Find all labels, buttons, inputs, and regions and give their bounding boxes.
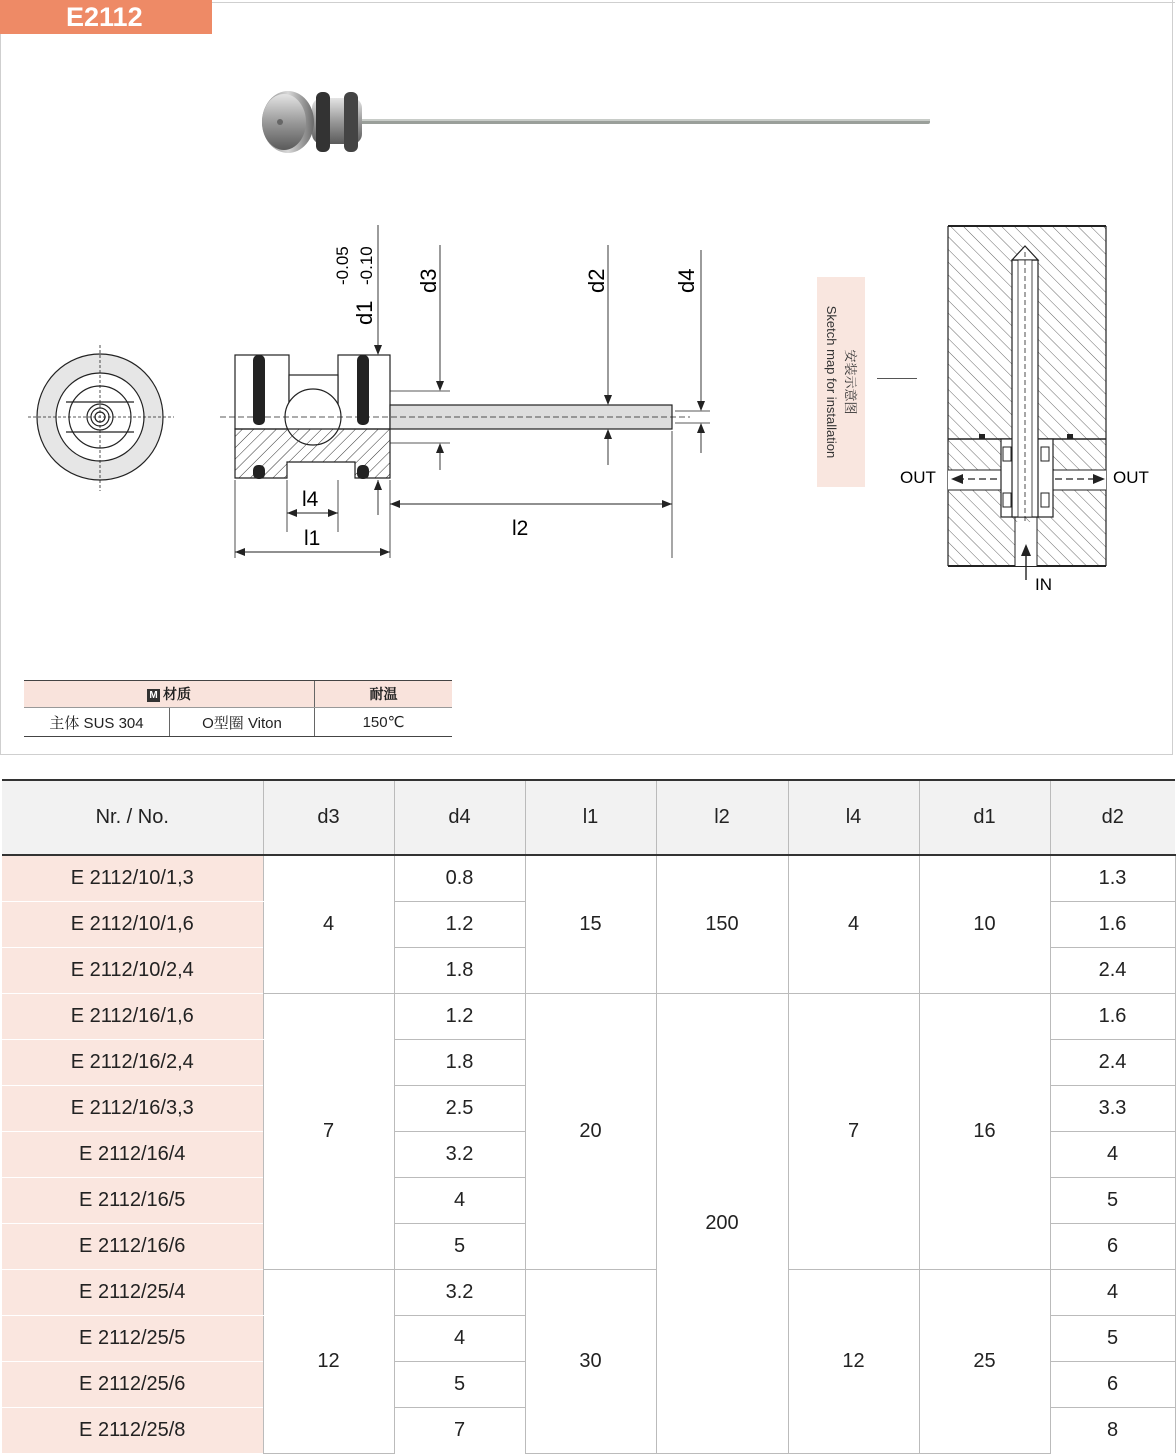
cell-d4: 3.2 (394, 1132, 525, 1178)
cell-d2: 2.4 (1050, 1040, 1175, 1086)
col-header-l2: l2 (656, 780, 788, 855)
cell-d4: 1.2 (394, 994, 525, 1040)
cell-nr: E 2112/25/4 (2, 1270, 263, 1316)
cell-d2: 2.4 (1050, 948, 1175, 994)
cell-d1: 10 (919, 855, 1050, 994)
cell-d2: 8 (1050, 1408, 1175, 1454)
product-code-tab: E2112 (0, 0, 212, 34)
cell-nr: E 2112/16/1,6 (2, 994, 263, 1040)
cell-nr: E 2112/10/1,6 (2, 902, 263, 948)
label-l4: l4 (302, 488, 319, 511)
cell-d4: 0.8 (394, 855, 525, 902)
cell-d4: 1.2 (394, 902, 525, 948)
material-oring: O型圈 Viton (170, 708, 315, 737)
product-photo (250, 80, 950, 170)
cell-nr: E 2112/25/8 (2, 1408, 263, 1454)
label-d2: d2 (584, 268, 609, 293)
cell-d2: 1.3 (1050, 855, 1175, 902)
cell-d2: 5 (1050, 1316, 1175, 1362)
col-header-d2: d2 (1050, 780, 1175, 855)
cell-nr: E 2112/16/2,4 (2, 1040, 263, 1086)
label-d4: d4 (674, 268, 699, 293)
cell-d2: 1.6 (1050, 902, 1175, 948)
cell-l1: 20 (525, 994, 656, 1270)
end-view-drawing (28, 345, 176, 493)
material-table (24, 680, 452, 737)
cell-l4: 12 (788, 1270, 919, 1454)
cell-d4: 4 (394, 1316, 525, 1362)
cell-d4: 4 (394, 1178, 525, 1224)
cell-nr: E 2112/16/4 (2, 1132, 263, 1178)
out-right-label: OUT (1113, 468, 1149, 487)
table-row (2, 1270, 1175, 1316)
spec-table (2, 779, 1176, 1454)
cell-d4: 5 (394, 1362, 525, 1408)
material-body: 主体 SUS 304 (24, 708, 170, 737)
cell-l2: 200 (656, 994, 788, 1454)
cell-d1: 25 (919, 1270, 1050, 1454)
cell-d4: 1.8 (394, 1040, 525, 1086)
cell-d3: 12 (263, 1270, 394, 1454)
cell-d2: 4 (1050, 1270, 1175, 1316)
installation-label-box (817, 277, 865, 487)
table-row (2, 994, 1175, 1040)
table-row (2, 855, 1175, 902)
col-header-d3: d3 (263, 780, 394, 855)
label-l1: l1 (304, 527, 321, 550)
col-header-nr: Nr. / No. (2, 780, 263, 855)
label-tol-upper: -0.05 (333, 246, 352, 285)
cell-nr: E 2112/16/5 (2, 1178, 263, 1224)
col-header-l1: l1 (525, 780, 656, 855)
cell-d4: 5 (394, 1224, 525, 1270)
in-label: IN (1035, 575, 1052, 594)
label-d3: d3 (416, 268, 441, 293)
temp-value: 150℃ (315, 708, 453, 737)
cell-d2: 4 (1050, 1132, 1175, 1178)
side-view-drawing (220, 225, 720, 565)
installation-sketch (895, 222, 1149, 597)
label-d1: d1 (352, 300, 377, 325)
cell-d2: 1.6 (1050, 994, 1175, 1040)
installation-label-cn: 安装示意图 (843, 349, 858, 415)
label-l2: l2 (512, 517, 529, 540)
col-header-d1: d1 (919, 780, 1050, 855)
cell-nr: E 2112/16/3,3 (2, 1086, 263, 1132)
cell-l4: 4 (788, 855, 919, 994)
cell-nr: E 2112/16/6 (2, 1224, 263, 1270)
cell-d2: 6 (1050, 1362, 1175, 1408)
col-header-d4: d4 (394, 780, 525, 855)
material-badge-icon: M (147, 689, 160, 702)
cell-l1: 15 (525, 855, 656, 994)
top-rule (212, 2, 1175, 3)
out-left-label: OUT (900, 468, 936, 487)
cell-nr: E 2112/25/5 (2, 1316, 263, 1362)
cell-d2: 6 (1050, 1224, 1175, 1270)
cell-d1: 16 (919, 994, 1050, 1270)
installation-label-en: Sketch map for installation (824, 305, 839, 459)
cell-d4: 7 (394, 1408, 525, 1454)
material-header: M 材质 (24, 681, 315, 708)
col-header-l4: l4 (788, 780, 919, 855)
cell-d2: 5 (1050, 1178, 1175, 1224)
cell-d3: 4 (263, 855, 394, 994)
cell-nr: E 2112/25/6 (2, 1362, 263, 1408)
cell-l4: 7 (788, 994, 919, 1270)
cell-d4: 1.8 (394, 948, 525, 994)
cell-d4: 2.5 (394, 1086, 525, 1132)
cell-d3: 7 (263, 994, 394, 1270)
label-tol-lower: -0.10 (357, 246, 376, 285)
cell-d2: 3.3 (1050, 1086, 1175, 1132)
temp-header: 耐温 (315, 681, 453, 708)
cell-nr: E 2112/10/1,3 (2, 855, 263, 902)
cell-nr: E 2112/10/2,4 (2, 948, 263, 994)
cell-l1: 30 (525, 1270, 656, 1454)
cell-d4: 3.2 (394, 1270, 525, 1316)
cell-l2: 150 (656, 855, 788, 994)
